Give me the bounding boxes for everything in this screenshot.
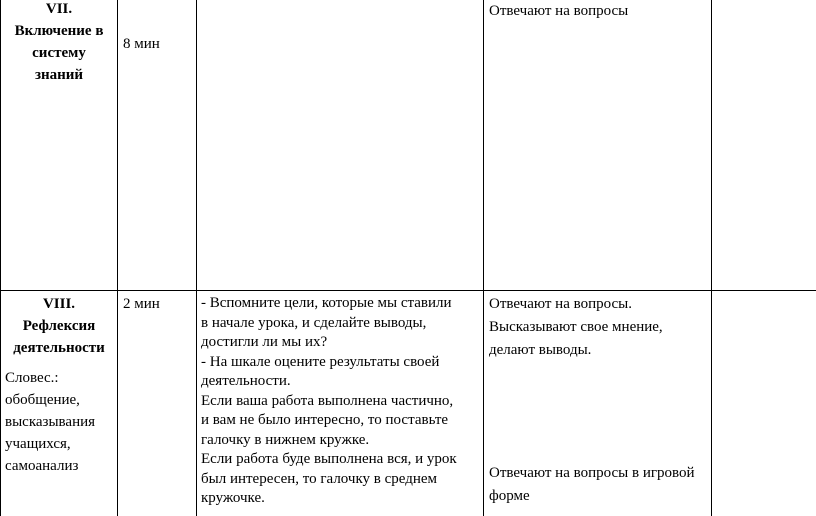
student-line: форме: [489, 488, 530, 504]
time-cell: 8 мин: [123, 36, 160, 52]
teacher-line: был интересен, то галочку в среднем: [201, 470, 438, 487]
student-line: Высказывают свое мнение,: [489, 319, 663, 335]
stage-line: VIII.: [42, 296, 76, 312]
stage-line: систему: [32, 45, 86, 61]
stage-note-line: учащихся,: [5, 436, 71, 452]
teacher-activity-cell: [201, 294, 483, 509]
time-cell: 2 мин: [123, 296, 160, 312]
student-line: Отвечают на вопросы: [489, 3, 629, 19]
teacher-line: и вам не было интересно, то поставьте: [201, 412, 449, 428]
teacher-line: достигли ли мы их?: [201, 334, 328, 350]
column-divider: [711, 0, 712, 516]
column-divider: [117, 0, 118, 516]
stage-line: знаний: [34, 67, 84, 83]
stage-line: VII.: [45, 1, 73, 17]
teacher-line: в начале урока, и сделайте выводы,: [201, 314, 427, 331]
stage-note-line: высказывания: [5, 414, 96, 430]
teacher-line: - Вспомните цели, которые мы ставили: [201, 295, 452, 311]
row-divider: [0, 290, 816, 291]
teacher-line: - На шкале оцените результаты своей: [201, 353, 440, 370]
stage-note-line: обобщение,: [5, 392, 80, 408]
teacher-line: галочку в нижнем кружке.: [201, 431, 370, 448]
stage-note-line: самоанализ: [5, 458, 79, 474]
stage-note-line: Словес.:: [5, 370, 59, 386]
teacher-line: Если ваша работа выполнена частично,: [201, 392, 454, 409]
student-line: Отвечают на вопросы в игровой: [489, 465, 695, 481]
student-activity-extra: [489, 462, 709, 508]
student-activity-cell: [489, 0, 628, 22]
column-divider: [483, 0, 484, 516]
student-line: Отвечают на вопросы.: [489, 296, 632, 312]
teacher-line: Если работа буде выполнена вся, и урок: [201, 451, 457, 467]
teacher-line: деятельности.: [201, 373, 291, 389]
column-divider: [196, 0, 197, 516]
stage-note: [5, 367, 115, 477]
stage-line: Рефлексия: [22, 318, 96, 334]
teacher-line: кружочке.: [201, 490, 265, 506]
stage-line: деятельности: [13, 340, 105, 356]
table-border-left: [0, 0, 1, 516]
stage-line: Включение в: [14, 23, 104, 39]
stage-cell: [4, 293, 114, 359]
student-line: делают выводы.: [489, 342, 592, 358]
student-activity-cell: [489, 293, 709, 362]
stage-cell: [4, 0, 114, 86]
